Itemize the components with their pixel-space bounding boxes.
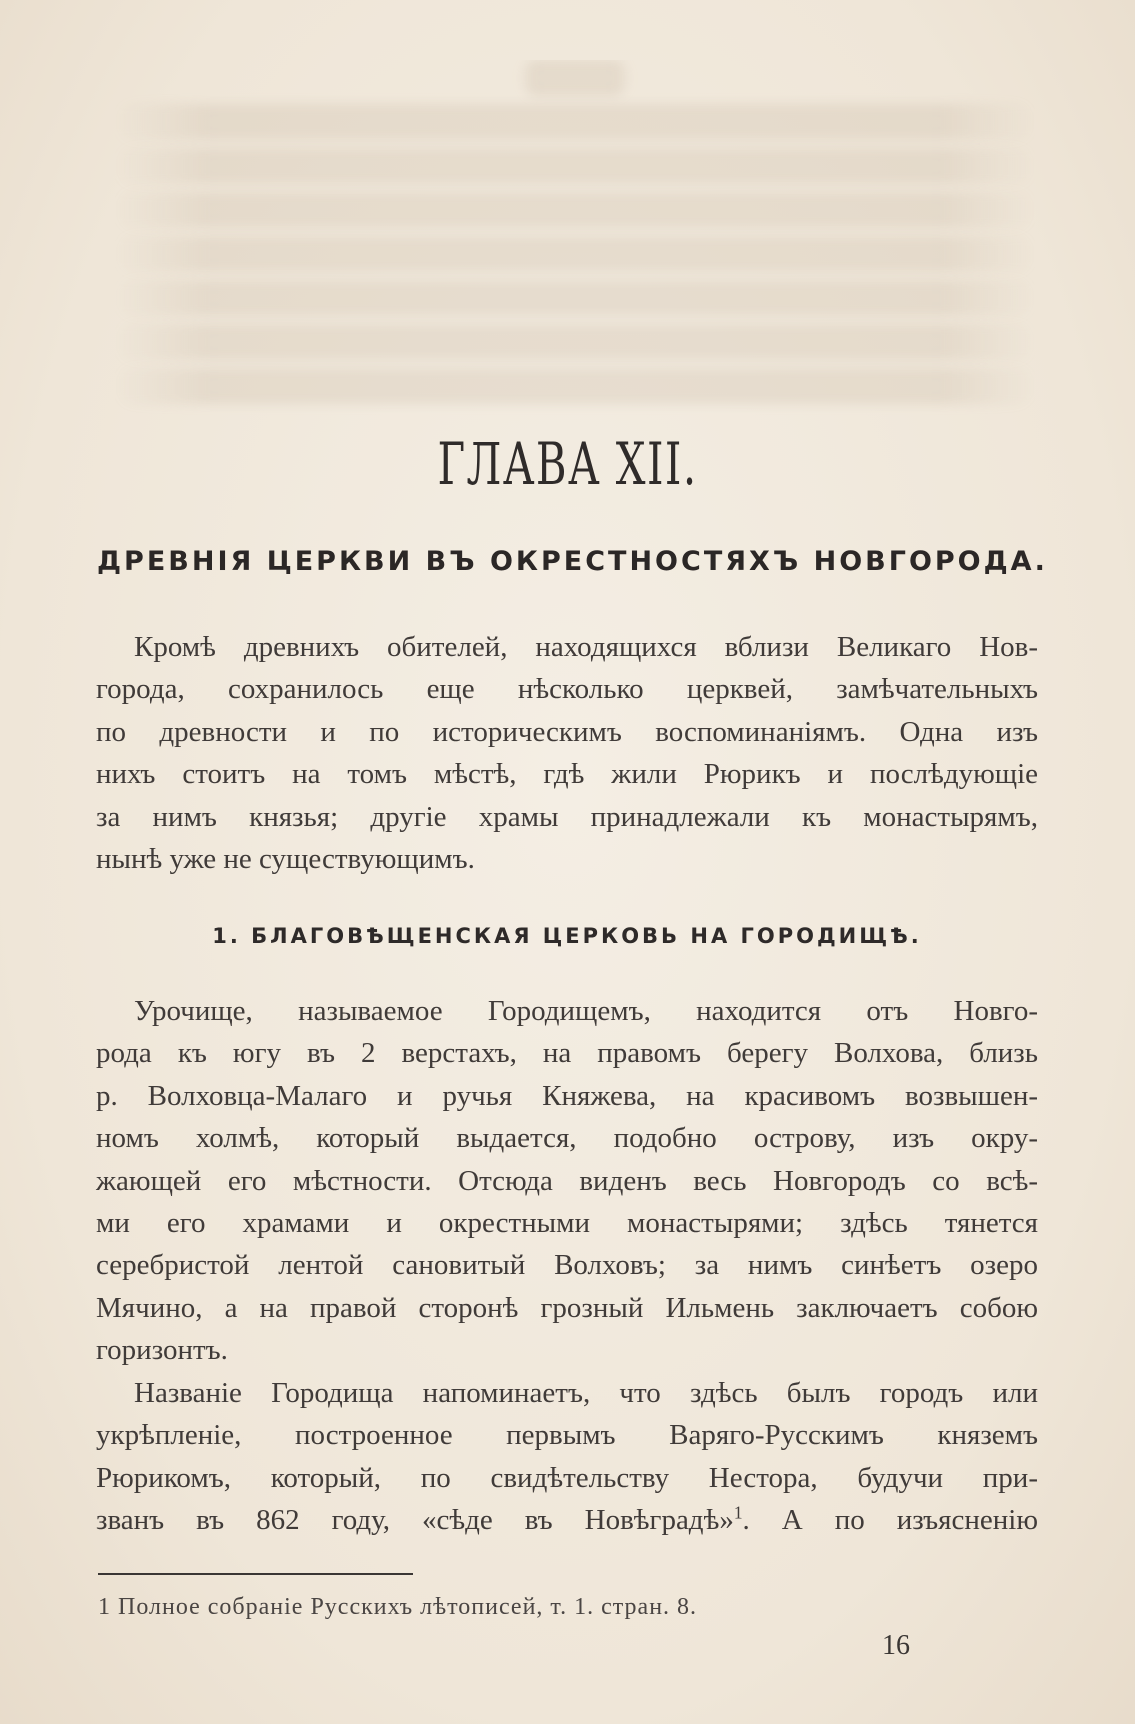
text-line: укрѣпленіе, построенное первымъ Варяго-Русскимъ княземъ [96,1419,1038,1452]
text-line: Урочище, называемое Городищемъ, находится отъ Новго- [134,995,1038,1027]
text-line: ми его храмами и окрестными монастырями; здѣсь тянется [96,1206,1038,1239]
text-line: р. Волховца-Малаго и ручья Княжева, на красивомъ возвышен- [96,1079,1038,1112]
text-line: Рюрикомъ, который, по свидѣтельству Нестора, будучи при- [96,1461,1038,1494]
chapter-title: ГЛАВА XII. [437,430,698,498]
text-line: за нимъ князья; другіе храмы принадлежали къ монастырямъ, [96,800,1038,833]
page-number: 16 [882,1630,910,1661]
paragraph-1 [96,990,1038,1372]
text-line: нынѣ уже не существующимъ. [96,842,475,875]
text-line: города, сохранилось еще нѣсколько церквей, замѣчательныхъ [96,673,1038,706]
text-line: рода къ югу въ 2 верстахъ, на правомъ берегу Волхова, близь [96,1037,1038,1070]
text-line: жающей его мѣстности. Отсюда виденъ весь Новгородъ со всѣ- [96,1164,1038,1197]
text-line: Кромѣ древнихъ обителей, находящихся вблизи Великаго Нов- [134,631,1038,663]
text-line: нихъ стоитъ на томъ мѣстѣ, гдѣ жили Рюрикъ и послѣдующіе [96,758,1038,791]
text-line: Мячино, а на правой сторонѣ грозный Ильмень заключаетъ собою [96,1291,1038,1324]
section-heading: 1. БЛАГОВѢЩЕНСКАЯ ЦЕРКОВЬ НА ГОРОДИЩѢ. [212,924,922,948]
text-line: Названіе Городища напоминаетъ, что здѣсь былъ городъ или [134,1377,1038,1409]
footnote-marker: 1 [733,1502,743,1523]
intro-paragraph [96,626,1038,880]
text-line: горизонтъ. [96,1334,228,1367]
paragraph-2 [96,1372,1038,1542]
text-line: по древности и по историческимъ воспоминаніямъ. Одна изъ [96,715,1038,748]
text-line-with-footnote: званъ въ 862 году, «сѣде въ Новѣградѣ»$^1$. А по изъясненію [96,1502,1039,1537]
text-fragment: званъ въ 862 году, «сѣде въ Новѣградѣ» [96,1504,734,1537]
footnote: 1 Полное собраніе Русскихъ лѣтописей, т. 1. стран. 8. [98,1594,698,1620]
text-line: номъ холмѣ, который выдается, подобно острову, изъ окру- [96,1122,1038,1155]
text-line: серебристой лентой сановитый Волховъ; за нимъ синѣетъ озеро [96,1249,1038,1282]
footnote-divider [98,1573,413,1575]
chapter-subtitle: ДРЕВНІЯ ЦЕРКВИ ВЪ ОКРЕСТНОСТЯХЪ НОВГОРОДА. [97,546,1048,577]
text-fragment: А по изъясненію [781,1504,1039,1537]
bleed-through-text [115,60,1035,460]
